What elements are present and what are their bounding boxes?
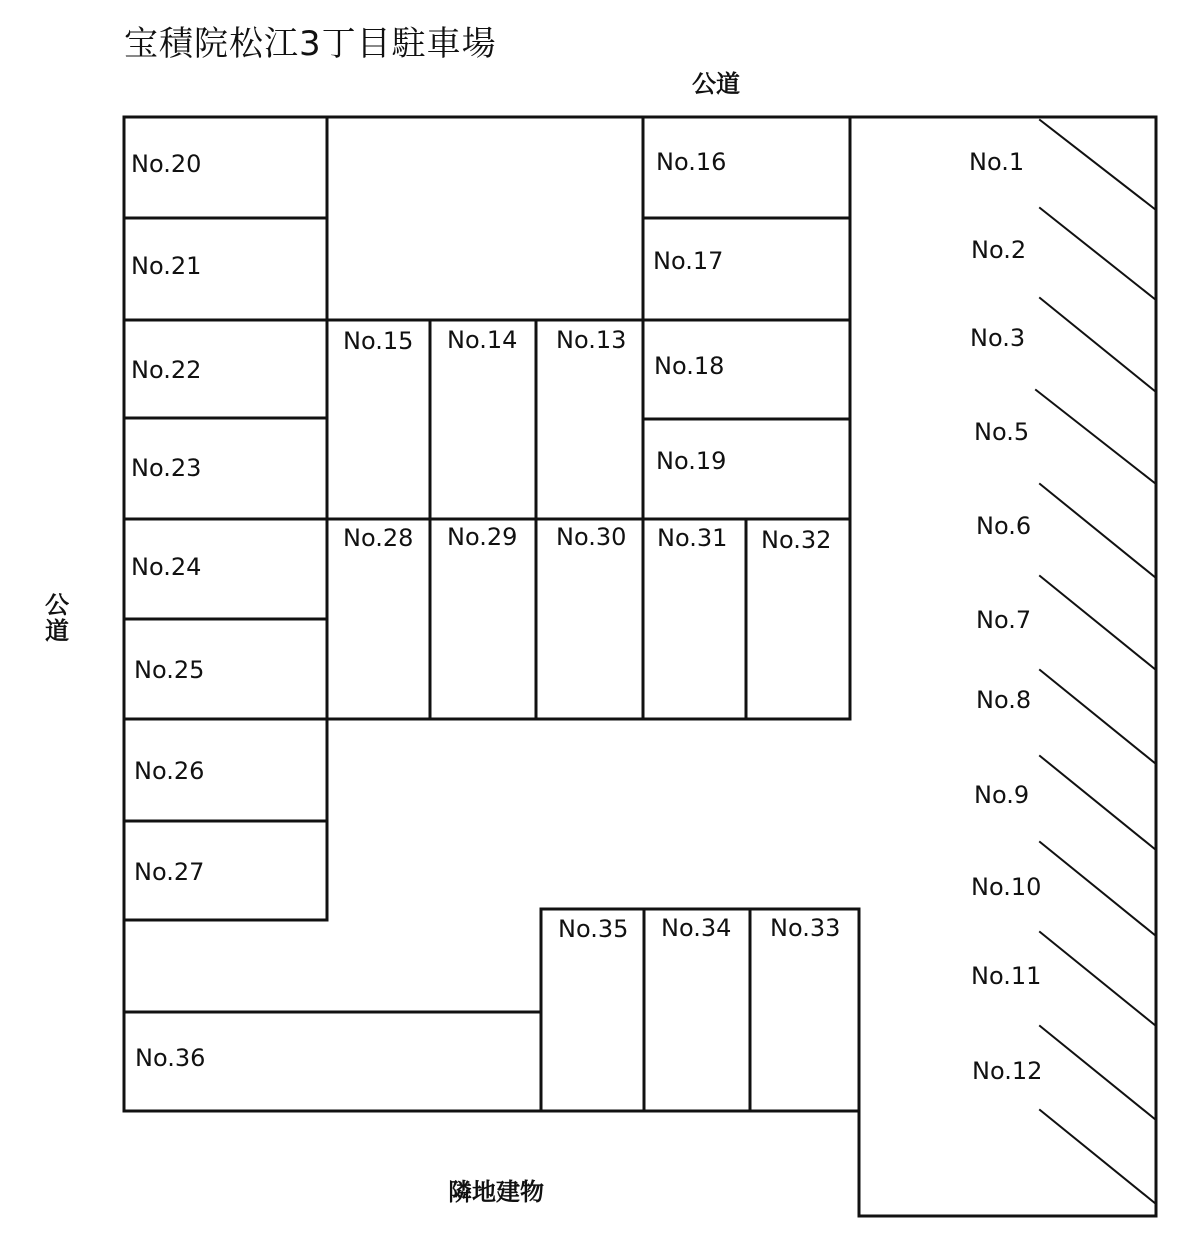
space-no-21: No.21 (131, 252, 202, 280)
space-no-35: No.35 (558, 915, 629, 943)
diagonal-line (1040, 932, 1156, 1026)
page-title: 宝積院松江3丁目駐車場 (124, 24, 497, 64)
left-column-lines (124, 119, 327, 920)
space-no-33: No.33 (770, 914, 841, 942)
diagonal-line (1040, 298, 1156, 392)
diagonal-line (1040, 576, 1156, 670)
diagonal-line (1036, 390, 1156, 484)
diagonal-line (1040, 208, 1156, 300)
space-no-9: No.9 (974, 781, 1030, 809)
space-no-14: No.14 (447, 326, 518, 354)
diagonal-space-lines (1036, 120, 1156, 1204)
diagonal-line (1040, 120, 1156, 210)
space-no-3: No.3 (970, 324, 1026, 352)
public-road-left-label: 公道 (45, 591, 69, 645)
space-no-6: No.6 (976, 512, 1032, 540)
diagonal-line (1040, 1110, 1156, 1204)
space-no-20: No.20 (131, 150, 202, 178)
space-no-13: No.13 (556, 326, 627, 354)
space-no-15: No.15 (343, 327, 414, 355)
upper-block-lines (327, 119, 850, 719)
space-no-2: No.2 (971, 236, 1027, 264)
space-no-10: No.10 (971, 873, 1042, 901)
space-no-1: No.1 (969, 148, 1025, 176)
space-no-12: No.12 (972, 1057, 1043, 1085)
diagonal-line (1040, 1026, 1156, 1120)
bottom-block-lines (124, 909, 859, 1111)
diagonal-line (1040, 842, 1156, 936)
lot-boundary (124, 117, 1156, 1216)
public-road-top-label: 公道 (692, 70, 740, 98)
space-no-17: No.17 (653, 247, 724, 275)
diagonal-line (1040, 756, 1156, 850)
space-no-23: No.23 (131, 454, 202, 482)
space-no-16: No.16 (656, 148, 727, 176)
space-no-7: No.7 (976, 606, 1032, 634)
space-no-31: No.31 (657, 524, 728, 552)
middle-block-lines (327, 320, 850, 719)
space-no-36: No.36 (135, 1044, 206, 1072)
space-no-26: No.26 (134, 757, 205, 785)
space-no-25: No.25 (134, 656, 205, 684)
space-no-22: No.22 (131, 356, 202, 384)
neighbor-building-label: 隣地建物 (448, 1178, 544, 1206)
diagonal-line (1040, 670, 1156, 764)
space-no-18: No.18 (654, 352, 725, 380)
diagonal-line (1040, 484, 1156, 578)
space-no-32: No.32 (761, 526, 832, 554)
space-no-27: No.27 (134, 858, 205, 886)
space-no-8: No.8 (976, 686, 1032, 714)
space-no-24: No.24 (131, 553, 202, 581)
space-no-30: No.30 (556, 523, 627, 551)
space-no-19: No.19 (656, 447, 727, 475)
space-no-28: No.28 (343, 524, 414, 552)
space-no-34: No.34 (661, 914, 732, 942)
space-no-5: No.5 (974, 418, 1030, 446)
space-no-11: No.11 (971, 962, 1042, 990)
space-no-29: No.29 (447, 523, 518, 551)
